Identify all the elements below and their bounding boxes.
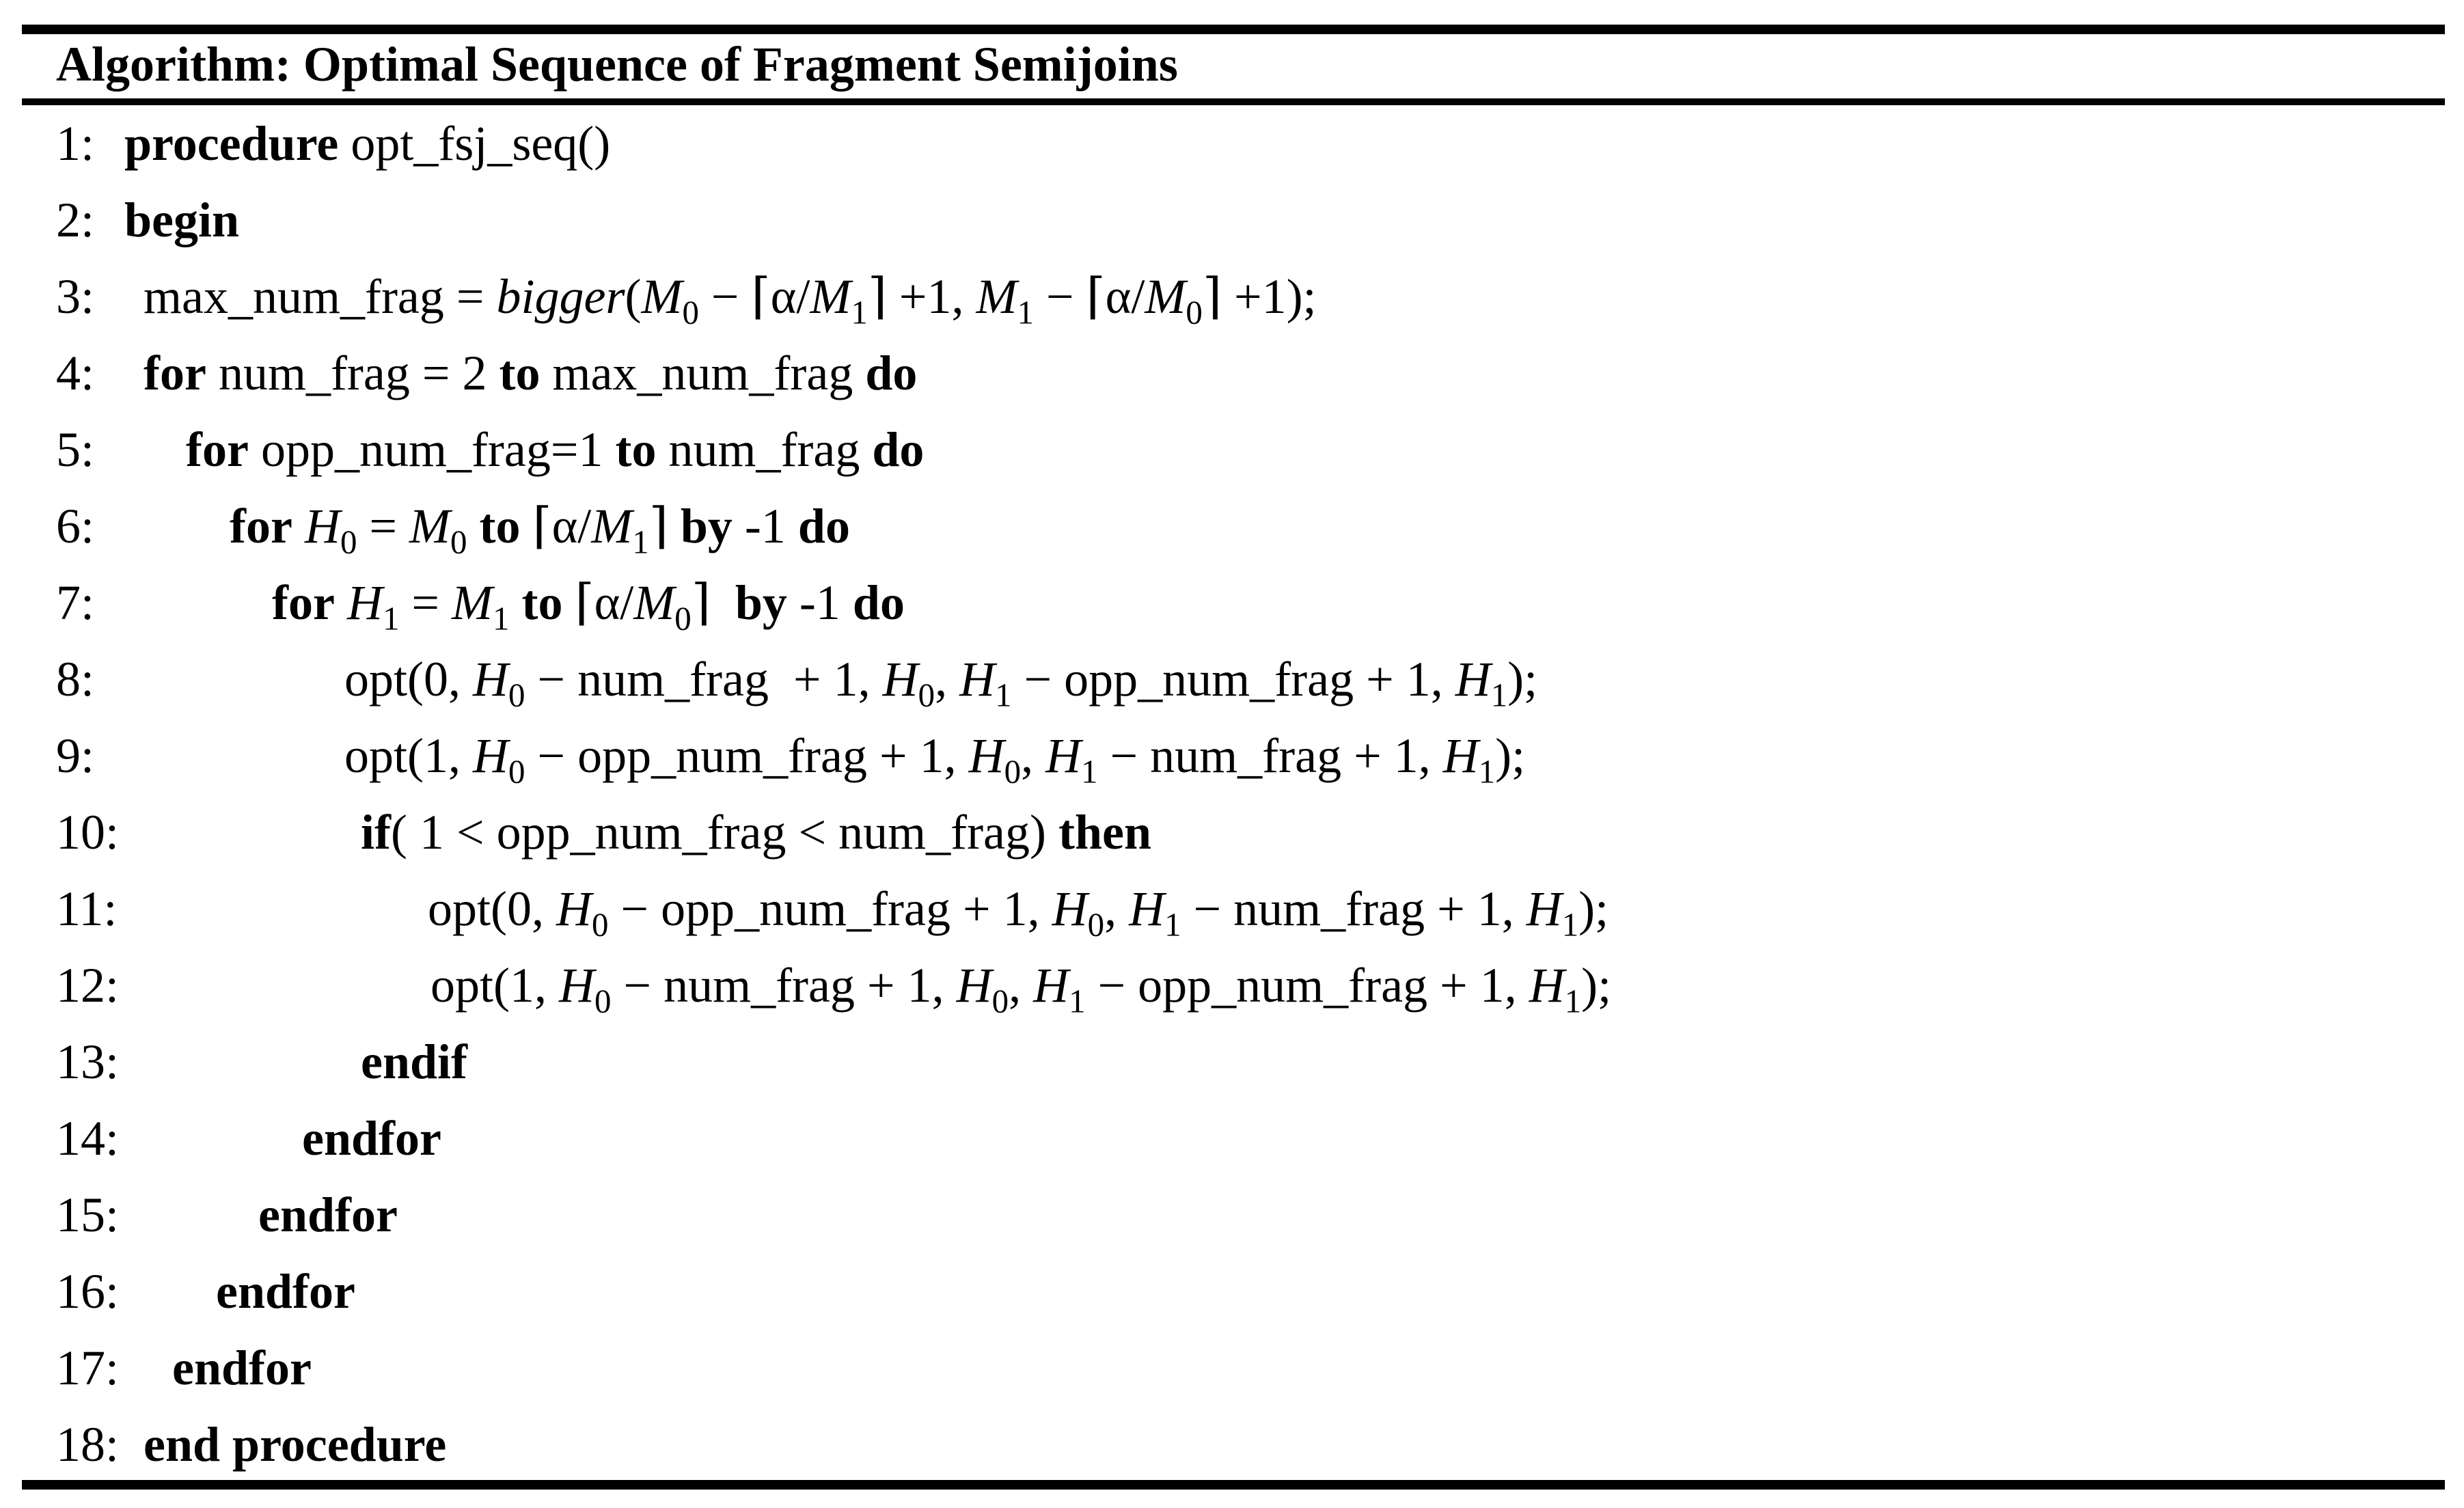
code-lines [22,105,2445,1483]
line-code: if( 1 < opp_num_frag < num_frag) then [361,805,1152,860]
line-code: opt(0, $H_0$ − num_frag + 1, $H_0$, $H_1$ − opp_num_frag + 1, $H_1$); [344,652,1538,714]
code-line-12 [22,947,2445,1024]
line-number: 6: [56,499,95,553]
code-line-7 [22,564,2445,641]
line-code: procedure opt_fsj_seq() [124,116,611,171]
line-number: 11: [56,881,118,936]
code-line-3 [22,258,2445,335]
line-number: 1: [56,116,95,171]
algorithm-box [22,25,2445,1500]
line-number: 14: [56,1111,120,1166]
line-number: 12: [56,958,120,1013]
line-code: endif [361,1034,468,1089]
code-line-13 [22,1024,2445,1100]
line-code: endfor [258,1188,398,1242]
line-code: for num_frag = 2 to max_num_frag do [143,346,918,400]
line-number: 16: [56,1264,120,1319]
line-number: 3: [56,269,95,324]
line-code: for $H_1 = M_1$ to $⌈\alpha/M_0⌉$ by -1 do [272,575,905,638]
code-line-15 [22,1177,2445,1253]
code-line-1 [22,105,2445,182]
code-line-17 [22,1330,2445,1406]
line-number: 15: [56,1188,120,1242]
code-line-11 [22,870,2445,947]
code-line-6 [22,488,2445,564]
code-line-9 [22,717,2445,794]
algorithm-title: Algorithm: Optimal Sequence of Fragment Semijoins [56,37,1178,92]
code-line-18 [22,1406,2445,1483]
line-code: endfor [302,1111,441,1166]
line-code: opt(0, $H_0$ − opp_num_frag + 1, $H_0$, $H_1$ − num_frag + 1, $H_1$); [428,881,1609,944]
line-code: endfor [216,1264,355,1319]
line-number: 9: [56,728,95,783]
line-number: 2: [56,193,95,247]
code-line-14 [22,1100,2445,1177]
line-code: for $H_0 = M_0$ to $⌈\alpha/M_1⌉$ by -1 do [230,499,850,561]
code-line-16 [22,1253,2445,1330]
line-code: end procedure [143,1417,447,1472]
code-line-2 [22,182,2445,258]
line-number: 13: [56,1034,120,1089]
line-number: 5: [56,422,95,477]
line-number: 4: [56,346,95,400]
code-line-5 [22,411,2445,488]
header-rule [22,98,2445,105]
code-line-8 [22,641,2445,717]
line-code: max_num_frag = $bigger(M_0$ − $⌈\alpha/M_1⌉ +1$, $M_1$ − $⌈\alpha/M_0⌉ +1$); [143,269,1317,331]
line-number: 10: [56,805,120,860]
line-code: opt(1, $H_0$ − num_frag + 1, $H_0$, $H_1$ − opp_num_frag + 1, $H_1$); [430,958,1612,1020]
line-code: for opp_num_frag=1 to num_frag do [186,422,925,477]
code-line-4 [22,335,2445,411]
line-number: 7: [56,575,95,630]
line-code: opt(1, $H_0$ − opp_num_frag + 1, $H_0$, $H_1$ − num_frag + 1, $H_1$); [344,728,1526,791]
line-code: begin [124,193,240,247]
line-number: 18: [56,1417,120,1472]
line-number: 17: [56,1341,120,1395]
code-line-10 [22,794,2445,870]
line-code: endfor [172,1341,312,1395]
bottom-rule [22,1480,2445,1490]
line-number: 8: [56,652,95,707]
